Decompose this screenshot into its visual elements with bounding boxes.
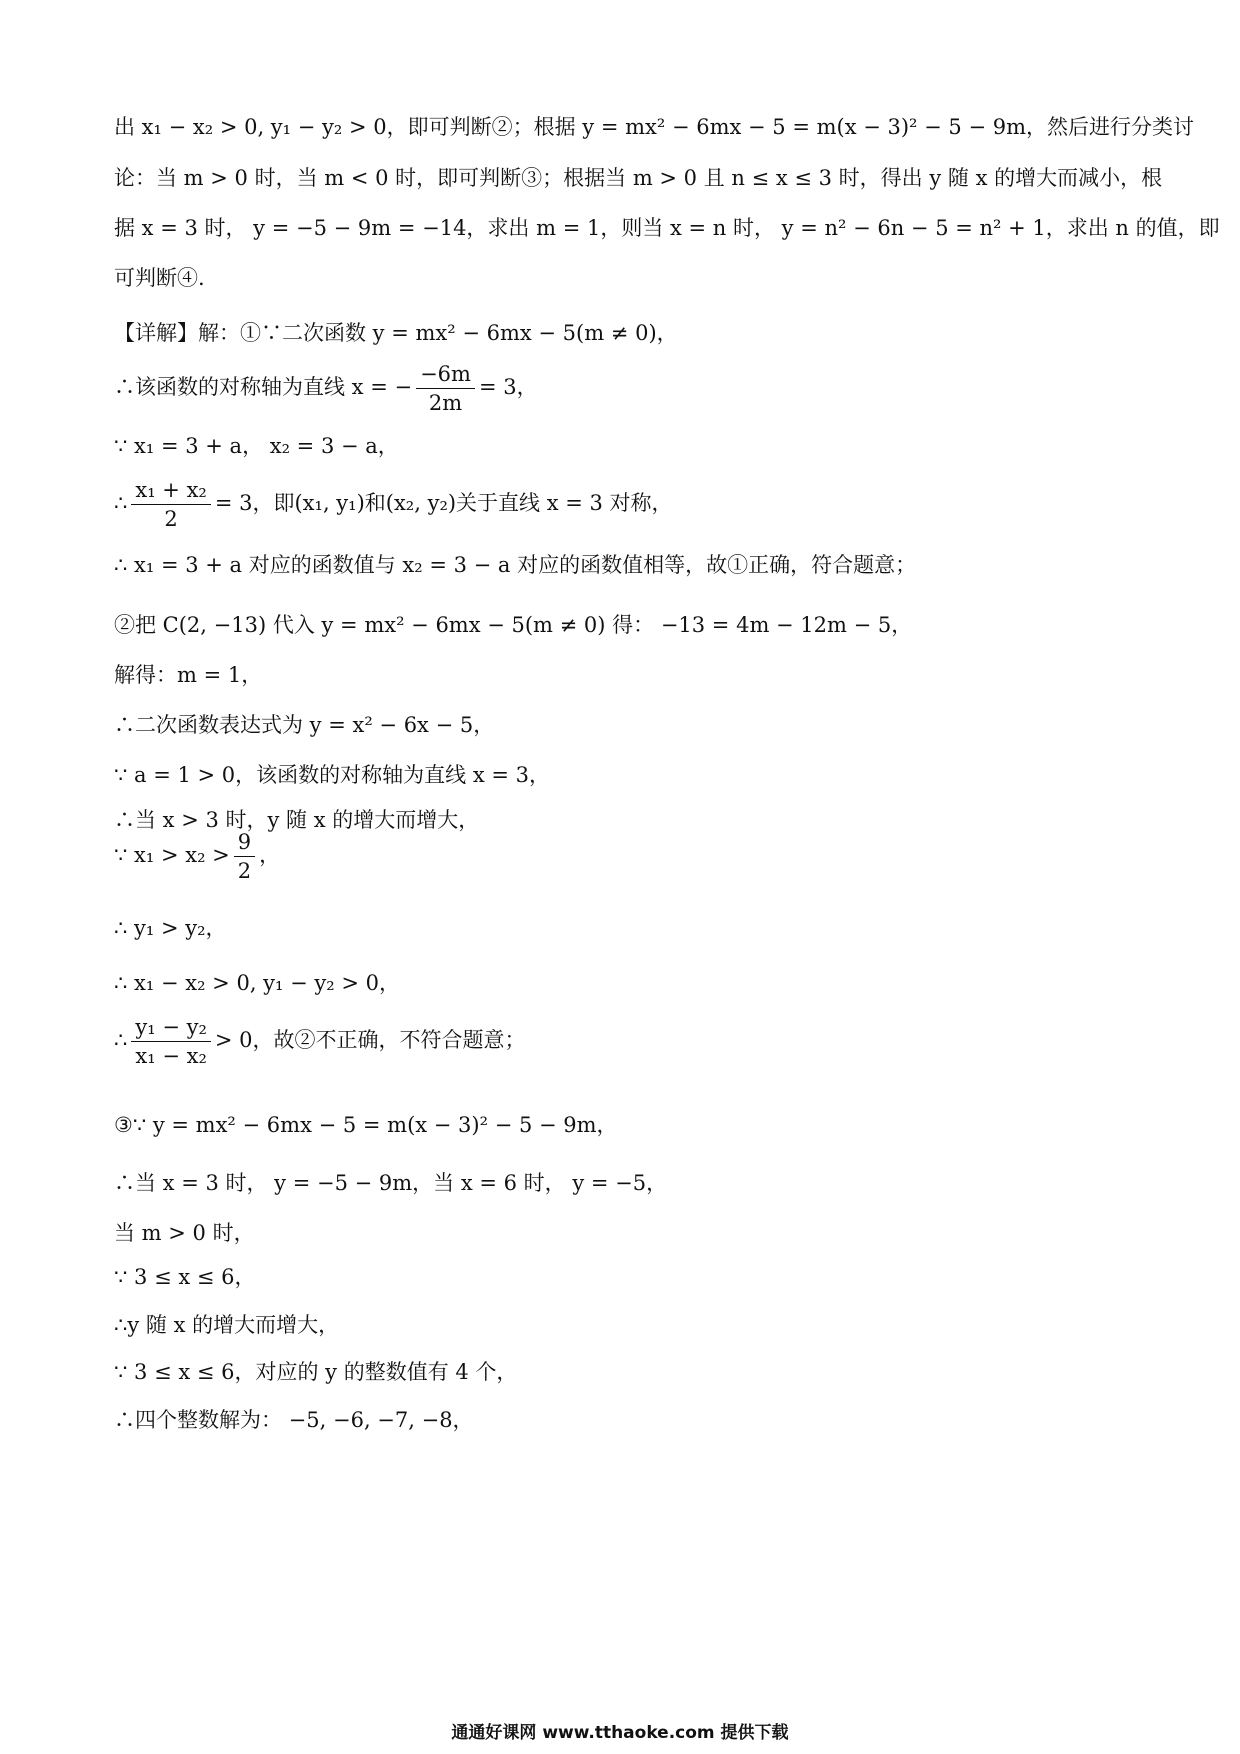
fraction [131,478,210,531]
formula-line [114,362,538,415]
formula-text: ∴ [114,1028,128,1053]
text-line: 据 x = 3 时， y = −5 − 9m = −14，求出 m = 1，则当 x = n 时， y = n² − 6n − 5 = n² + 1，求出 n 的值，即 [114,216,1220,240]
text-line: ∴当 x > 3 时，y 随 x 的增大而增大， [114,808,480,832]
text-line: 当 m > 0 时， [114,1221,255,1245]
text-line: 出 x₁ − x₂ > 0, y₁ − y₂ > 0，即可判断②；根据 y = mx² − 6mx − 5 = m(x − 3)² − 5 − 9m，然后进行分类讨 [114,115,1194,139]
formula-text: ， [259,843,281,868]
text-line: ∵ x₁ = 3 + a， x₂ = 3 − a， [114,434,399,458]
formula-text: ∴该函数的对称轴为直线 x = − [114,375,413,400]
text-line: 解得：m = 1， [114,663,263,687]
text-line: 论：当 m > 0 时，当 m < 0 时，即可判断③；根据当 m > 0 且 n ≤ x ≤ 3 时，得出 y 随 x 的增大而减小，根 [114,166,1163,190]
text-line: ∵ 3 ≤ x ≤ 6，对应的 y 的整数值有 4 个， [114,1360,518,1384]
formula-text: ∵ x₁ > x₂ > [114,843,230,868]
text-line: 可判断④. [114,266,205,290]
text-line: ∴当 x = 3 时， y = −5 − 9m，当 x = 6 时， y = −5， [114,1171,668,1195]
formula-text: = 3， [478,375,538,400]
numerator: 9 [234,830,255,857]
fraction [234,830,255,883]
fraction [416,362,475,415]
formula-text: = 3，即(x₁, y₁)和(x₂, y₂)关于直线 x = 3 对称， [214,491,673,516]
text-line: ∴ x₁ = 3 + a 对应的函数值与 x₂ = 3 − a 对应的函数值相等，故①正确，符合题意； [114,553,917,577]
numerator: y₁ − y₂ [131,1015,211,1042]
text-line: ∵ a = 1 > 0，该函数的对称轴为直线 x = 3， [114,763,550,787]
numerator: −6m [416,362,475,389]
formula-line [114,830,280,883]
formula-text: ∴ [114,491,128,516]
numerator: x₁ + x₂ [131,478,210,505]
formula-text: > 0，故②不正确，不符合题意； [214,1028,526,1053]
page-footer: 通通好课网 www.tthaoke.com 提供下载 [451,1723,789,1743]
text-line: ③∵ y = mx² − 6mx − 5 = m(x − 3)² − 5 − 9m， [114,1113,618,1137]
text-line: ∴ y₁ > y₂， [114,916,227,940]
text-line: 【详解】解：①∵二次函数 y = mx² − 6mx − 5(m ≠ 0)， [114,321,678,345]
denominator: x₁ − x₂ [135,1044,207,1069]
text-line: ∴二次函数表达式为 y = x² − 6x − 5， [114,713,495,737]
fraction [131,1015,211,1068]
text-line: ②把 C(2, −13) 代入 y = mx² − 6mx − 5(m ≠ 0) 得： −13 = 4m − 12m − 5， [114,613,913,637]
text-line: ∵ 3 ≤ x ≤ 6， [114,1265,256,1289]
formula-line [114,1015,526,1068]
denominator: 2m [428,391,463,416]
text-line: ∴y 随 x 的增大而增大， [114,1313,340,1337]
denominator: 2 [237,859,252,884]
text-line: ∴ x₁ − x₂ > 0, y₁ − y₂ > 0， [114,971,400,995]
formula-line [114,478,673,531]
denominator: 2 [164,507,178,532]
text-line: ∴四个整数解为： −5, −6, −7, −8， [114,1408,474,1432]
